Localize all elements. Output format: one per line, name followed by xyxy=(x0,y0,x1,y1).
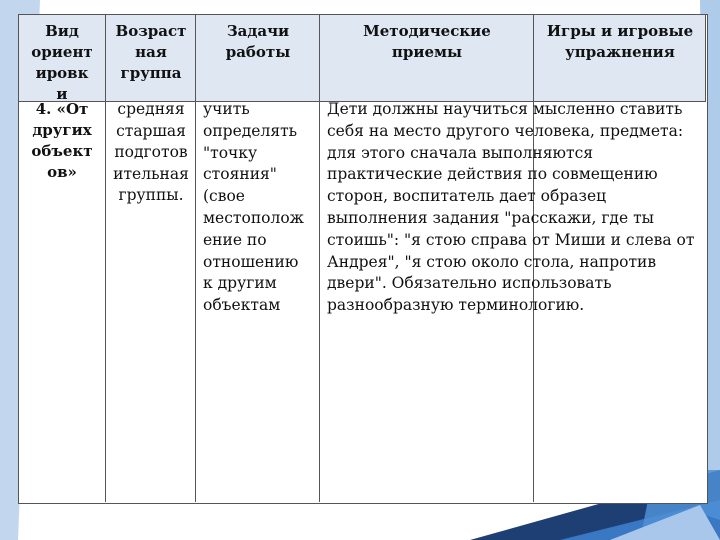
cell-age-group: средняя старшая подготов ительная группы. xyxy=(113,100,189,204)
cell-tasks: учить определять "точку стояния" (свое местополож ение по отношению к другим объектам xyxy=(203,100,304,315)
header-age-group: Возраст ная группа xyxy=(115,22,187,82)
column-divider xyxy=(106,14,196,502)
header-tasks: Задачи работы xyxy=(225,22,291,61)
cell-orientation-type: 4. «От других объект ов» xyxy=(31,100,93,181)
header-methods: Методические приемы xyxy=(363,22,491,61)
header-games: Игры и игровые упражнения xyxy=(546,22,694,61)
header-orientation-type: Вид ориент ировк и xyxy=(31,22,93,101)
cell-methods: Дети должны научиться мысленно ставить себя на место другого человека, предмета: для этого сначала выполняются практические действия по совмещению сторон, воспитатель дает образец выполнения задания "расскажи, где ты стоишь": "я стою справа от Миши и слева от Андрея", "я стою около стола, напротив двери". Обязательно использовать разнообразную терминологию. xyxy=(327,100,695,315)
